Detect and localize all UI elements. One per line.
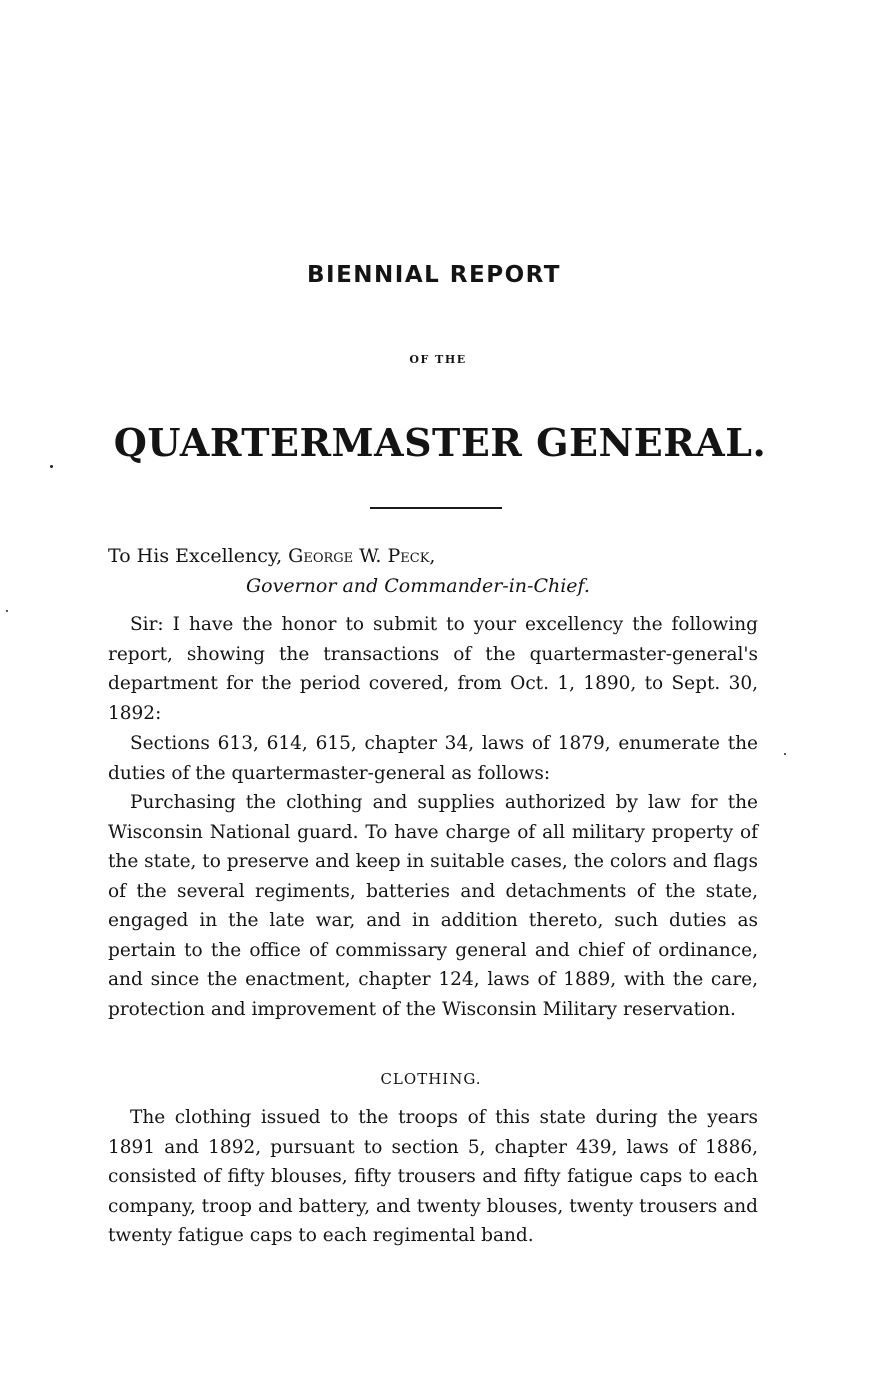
scan-speck — [50, 465, 53, 468]
section-heading-clothing: CLOTHING. — [380, 1070, 482, 1088]
report-subject-title: QUARTERMASTER GENERAL. — [113, 420, 767, 465]
scan-speck — [6, 610, 8, 612]
body-paragraph-2 — [108, 729, 758, 788]
scan-speck — [784, 753, 786, 755]
address-line — [108, 541, 435, 571]
paragraph-text: Sir: I have the honor to submit to your excellency the following report, showing the transactions of the quartermaster-general's department for the period covered, from Oct. 1, 1890, to Sept. 30, 1892: — [108, 614, 758, 724]
body-paragraph-3 — [108, 788, 758, 1024]
paragraph-text: Purchasing the clothing and supplies authorized by law for the Wisconsin National guard. To have charge of all military property of the state, to preserve and keep in suitable cases, the colors and flags of the several regiments, batteries and detachments of the state, engaged in the late war, and in addition thereto, such duties as pertain to the office of commissary general and chief of ordinance, and since the enactment, chapter 124, laws of 1889, with the care, protection and improvement of the Wisconsin Military reservation. — [108, 792, 758, 1020]
address-salutation: To His Excellency, — [108, 545, 283, 567]
body-paragraph-1 — [108, 610, 758, 728]
address-recipient-title: Governor and Commander-in-Chief. — [246, 575, 590, 597]
paragraph-text: The clothing issued to the troops of this state during the years 1891 and 1892, pursuant to section 5, chapter 439, laws of 1886, consisted of fifty blouses, fifty trousers and fifty fatigue caps to each company, troop and battery, and twenty blouses, twenty trousers and twenty fatigue caps to each regimental band. — [108, 1107, 758, 1246]
report-of-the: OF THE — [409, 353, 467, 366]
paragraph-text: Sections 613, 614, 615, chapter 34, laws of 1879, enumerate the duties of the quartermaster-general as follows: — [108, 733, 758, 784]
title-divider-rule — [370, 507, 502, 509]
clothing-paragraph — [108, 1103, 758, 1251]
address-recipient-name: George W. Peck, — [288, 545, 436, 567]
report-title: BIENNIAL REPORT — [306, 262, 562, 288]
